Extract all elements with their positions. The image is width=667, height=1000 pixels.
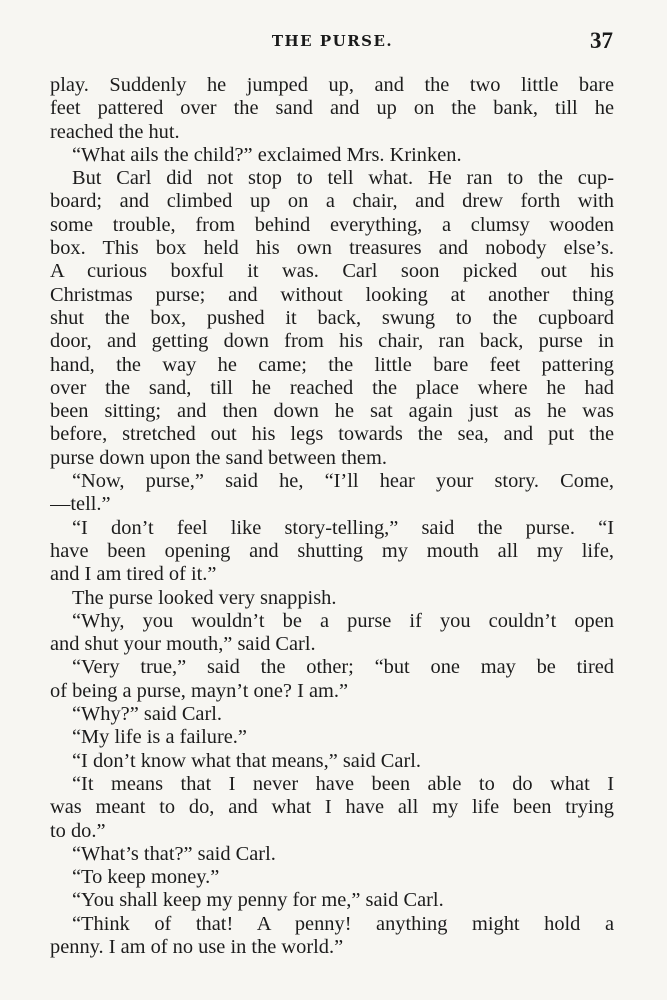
text-line: play. Suddenly he jumped up, and the two little bare (50, 74, 614, 96)
text-line: “Now, purse,” said he, “I’ll hear your story. Come, (72, 470, 614, 493)
text-line: “I don’t know what that means,” said Carl. (72, 749, 422, 772)
text-line: “You shall keep my penny for me,” said Carl. (72, 889, 444, 912)
text-line: “My life is a failure.” (72, 726, 247, 749)
text-line: and I am tired of it.” (50, 563, 217, 586)
body-text (50, 74, 614, 959)
text-line: feet pattered over the sand and up on the bank, till he (50, 97, 614, 120)
text-line: some trouble, from behind everything, a clumsy wooden (50, 213, 614, 236)
text-line: to do.” (50, 819, 106, 842)
text-line: was meant to do, and what I have all my life been trying (50, 796, 614, 819)
text-line: Christmas purse; and without looking at another thing (50, 283, 614, 306)
text-line: penny. I am of no use in the world.” (50, 935, 344, 958)
text-line: hand, the way he came; the little bare feet pattering (50, 353, 614, 376)
text-line: reached the hut. (50, 120, 180, 143)
text-line: —tell.” (50, 493, 111, 516)
page-number: 37 (590, 28, 613, 53)
text-line: purse down upon the sand between them. (50, 446, 387, 469)
text-line: “To keep money.” (72, 866, 220, 889)
text-line: “What’s that?” said Carl. (72, 842, 276, 865)
text-line: of being a purse, mayn’t one? I am.” (50, 679, 349, 702)
text-line: “I don’t feel like story-telling,” said the purse. “I (72, 516, 614, 539)
text-line: board; and climbed up on a chair, and drew forth with (50, 190, 614, 213)
text-line: been sitting; and then down he sat again just as he was (50, 400, 614, 423)
text-line: “Very true,” said the other; “but one may be tired (72, 656, 614, 679)
text-line: and shut your mouth,” said Carl. (50, 633, 316, 656)
text-line: The purse looked very snappish. (72, 586, 337, 609)
text-line: “It means that I never have been able to do what I (72, 772, 614, 795)
text-line: A curious boxful it was. Carl soon picked out his (50, 260, 614, 283)
page-header (52, 28, 613, 58)
text-line: before, stretched out his legs towards the sea, and put the (50, 423, 614, 446)
text-line: “What ails the child?” exclaimed Mrs. Krinken. (72, 143, 462, 166)
running-head: THE PURSE. (271, 32, 394, 50)
text-line: But Carl did not stop to tell what. He ran to the cup- (72, 167, 614, 190)
text-line: “Why?” said Carl. (72, 703, 223, 726)
text-line: “Why, you wouldn’t be a purse if you couldn’t open (72, 609, 614, 632)
text-line: shut the box, pushed it back, swung to the cupboard (50, 306, 614, 329)
text-line: have been opening and shutting my mouth all my life, (50, 539, 614, 562)
text-line: box. This box held his own treasures and nobody else’s. (50, 237, 614, 260)
text-line: over the sand, till he reached the place where he had (50, 376, 614, 399)
text-line: “Think of that! A penny! anything might hold a (72, 912, 614, 935)
text-line: door, and getting down from his chair, ran back, purse in (50, 330, 614, 353)
